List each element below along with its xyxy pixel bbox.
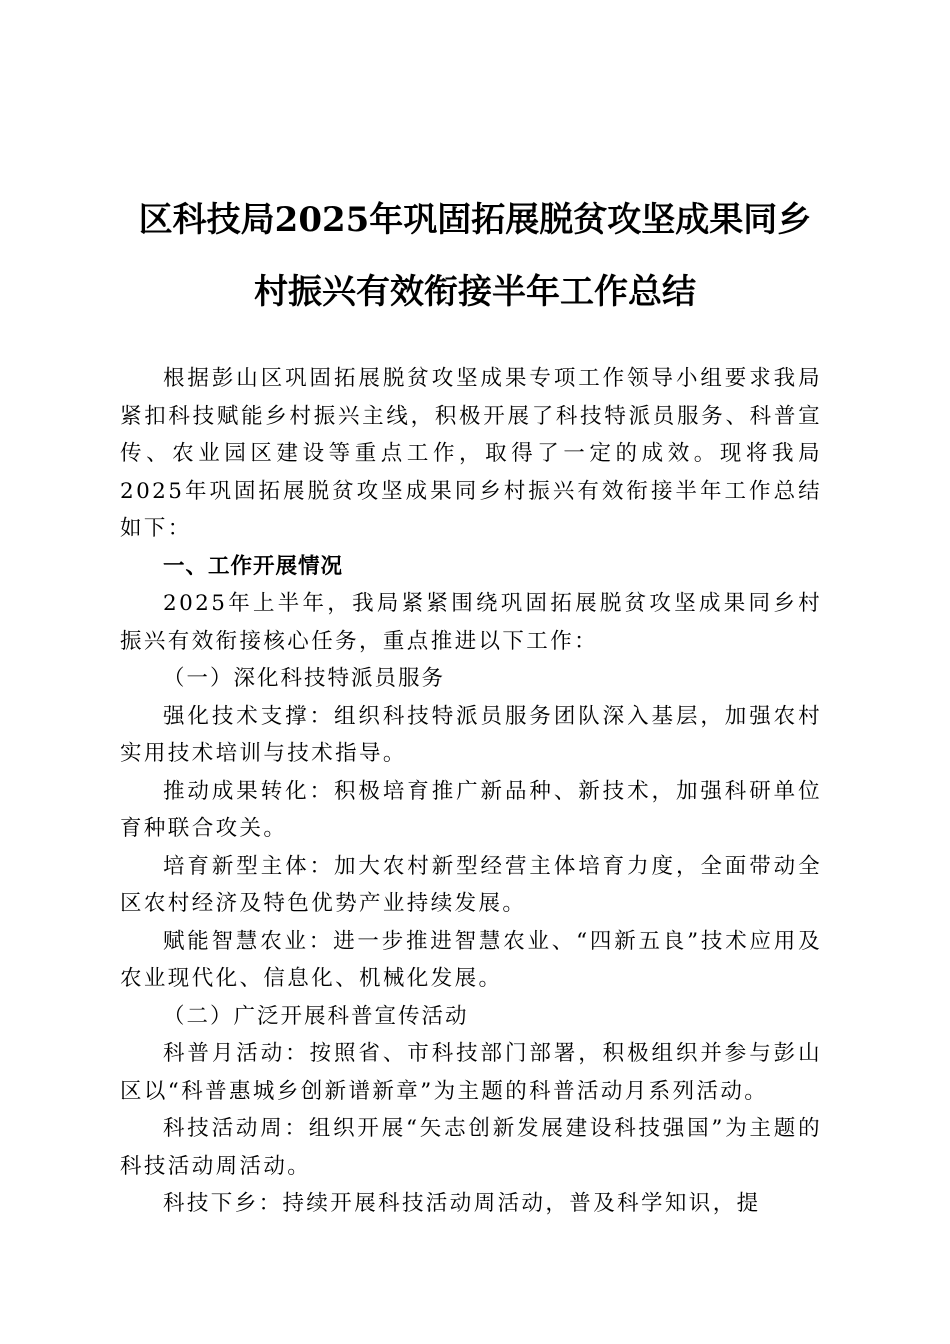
paragraph: 科技下乡：持续开展科技活动周活动，普及科学知识，提 bbox=[163, 1191, 761, 1216]
subsection-2-heading: （二）广泛开展科普宣传活动 bbox=[163, 1003, 469, 1029]
paragraph: 培育新型主体：加大农村新型经营主体培育力度，全面带动全区农村经济及特色优势产业持续发展。 bbox=[120, 853, 822, 916]
document-title-line-1: 区科技局2025年巩固拓展脱贫攻坚成果同乡 bbox=[138, 200, 812, 240]
section-1-heading: 一、工作开展情况 bbox=[163, 553, 344, 579]
paragraph: 科技活动周：组织开展“矢志创新发展建设科技强国”为主题的科技活动周活动。 bbox=[120, 1116, 822, 1179]
paragraph: 科普月活动：按照省、市科技部门部署，积极组织并参与彭山区以“科普惠城乡创新谱新章”为主题的科普活动月系列活动。 bbox=[120, 1041, 822, 1104]
document-title-line-2: 村振兴有效衔接半年工作总结 bbox=[254, 272, 696, 312]
paragraph: 强化技术支撑：组织科技特派员服务团队深入基层，加强农村实用技术培训与技术指导。 bbox=[120, 703, 822, 766]
subsection-1-heading: （一）深化科技特派员服务 bbox=[163, 666, 446, 691]
paragraph: 推动成果转化：积极培育推广新品种、新技术，加强科研单位育种联合攻关。 bbox=[120, 778, 822, 841]
intro-paragraph: 根据彭山区巩固拓展脱贫攻坚成果专项工作领导小组要求我局紧扣科技赋能乡村振兴主线，积极开展了科技特派员服务、科普宣传、农业园区建设等重点工作，取得了一定的成效。现将我局2025年巩固拓展脱贫攻坚成果同乡村振兴有效衔接半年工作总结如下： bbox=[120, 366, 822, 541]
paragraph: 赋能智慧农业：进一步推进智慧农业、“四新五良”技术应用及农业现代化、信息化、机械化发展。 bbox=[120, 928, 822, 991]
document-body bbox=[120, 360, 822, 1223]
section-1-intro: 2025年上半年，我局紧紧围绕巩固拓展脱贫攻坚成果同乡村振兴有效衔接核心任务，重点推进以下工作： bbox=[120, 591, 822, 654]
